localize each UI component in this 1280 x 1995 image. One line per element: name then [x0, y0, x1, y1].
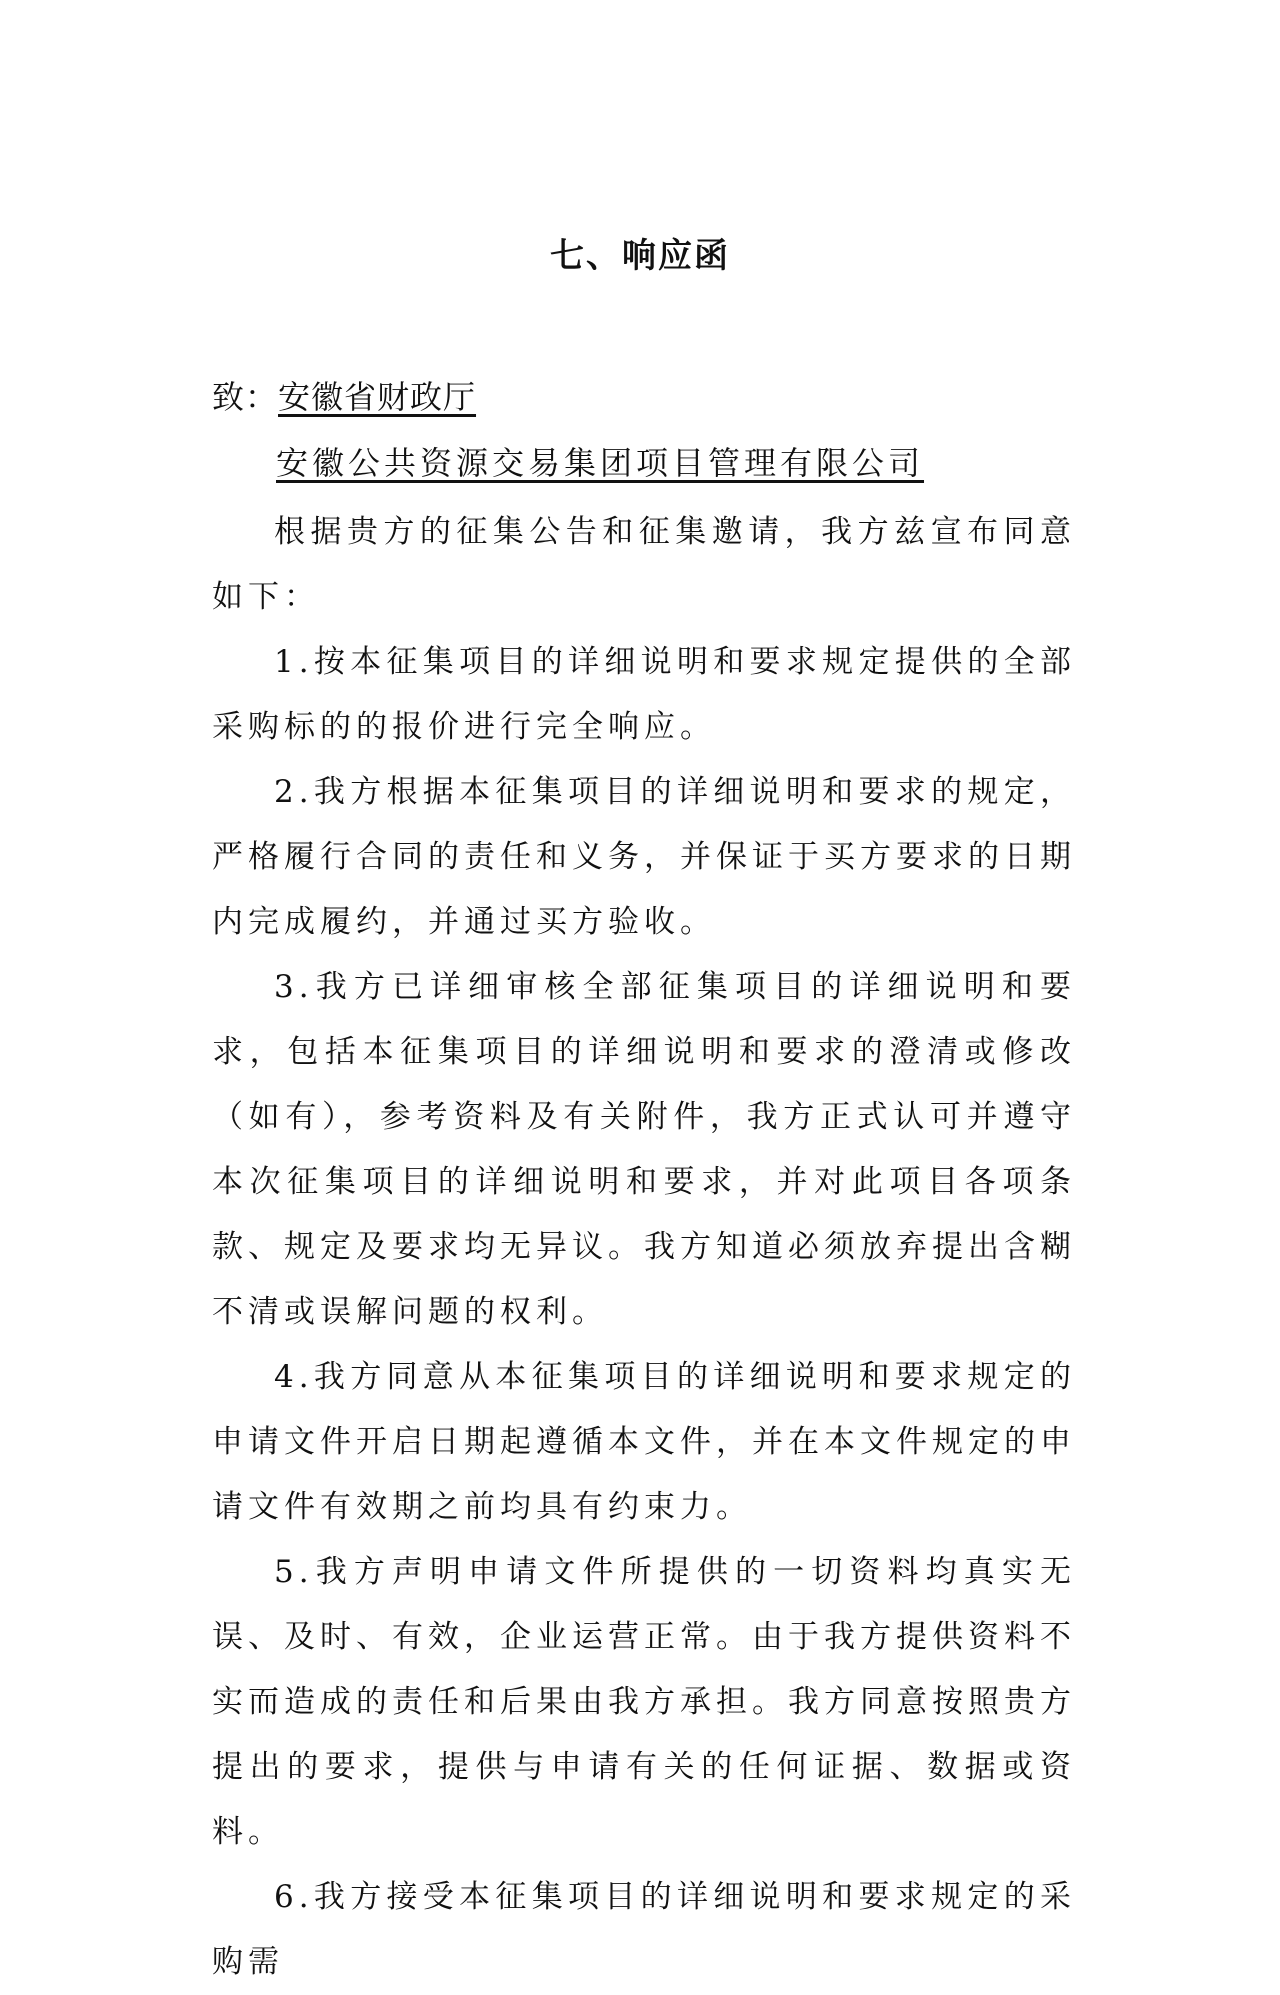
recipient-line-1 — [212, 372, 476, 418]
body-text — [212, 500, 1076, 1995]
paragraph-4: 4.我方同意从本征集项目的详细说明和要求规定的申请文件开启日期起遵循本文件，并在本文件规定的申请文件有效期之前均具有约束力。 — [212, 1359, 1076, 1525]
paragraph-intro: 根据贵方的征集公告和征集邀请，我方兹宣布同意如下： — [212, 514, 1076, 615]
recipient-prefix: 致： — [212, 378, 279, 416]
recipient-name-1: 安徽省财政厅 — [278, 378, 477, 416]
paragraph-3: 3.我方已详细审核全部征集项目的详细说明和要求，包括本征集项目的详细说明和要求的澄清或修改（如有），参考资料及有关附件，我方正式认可并遵守本次征集项目的详细说明和要求，并对此项目各项条款、规定及要求均无异议。我方知道必须放弃提出含糊不清或误解问题的权利。 — [212, 969, 1076, 1330]
paragraph-5: 5.我方声明申请文件所提供的一切资料均真实无误、及时、有效，企业运营正常。由于我方提供资料不实而造成的责任和后果由我方承担。我方同意按照贵方提出的要求，提供与申请有关的任何证据、数据或资料。 — [212, 1554, 1076, 1850]
paragraph-6: 6.我方接受本征集项目的详细说明和要求规定的采购需 — [212, 1879, 1076, 1980]
document-title: 七、响应函 — [550, 236, 730, 276]
recipient-name-2: 安徽公共资源交易集团项目管理有限公司 — [276, 444, 925, 482]
paragraph-1: 1.按本征集项目的详细说明和要求规定提供的全部采购标的的报价进行完全响应。 — [212, 644, 1076, 745]
paragraph-2: 2.我方根据本征集项目的详细说明和要求的规定，严格履行合同的责任和义务，并保证于买方要求的日期内完成履约，并通过买方验收。 — [212, 774, 1076, 940]
